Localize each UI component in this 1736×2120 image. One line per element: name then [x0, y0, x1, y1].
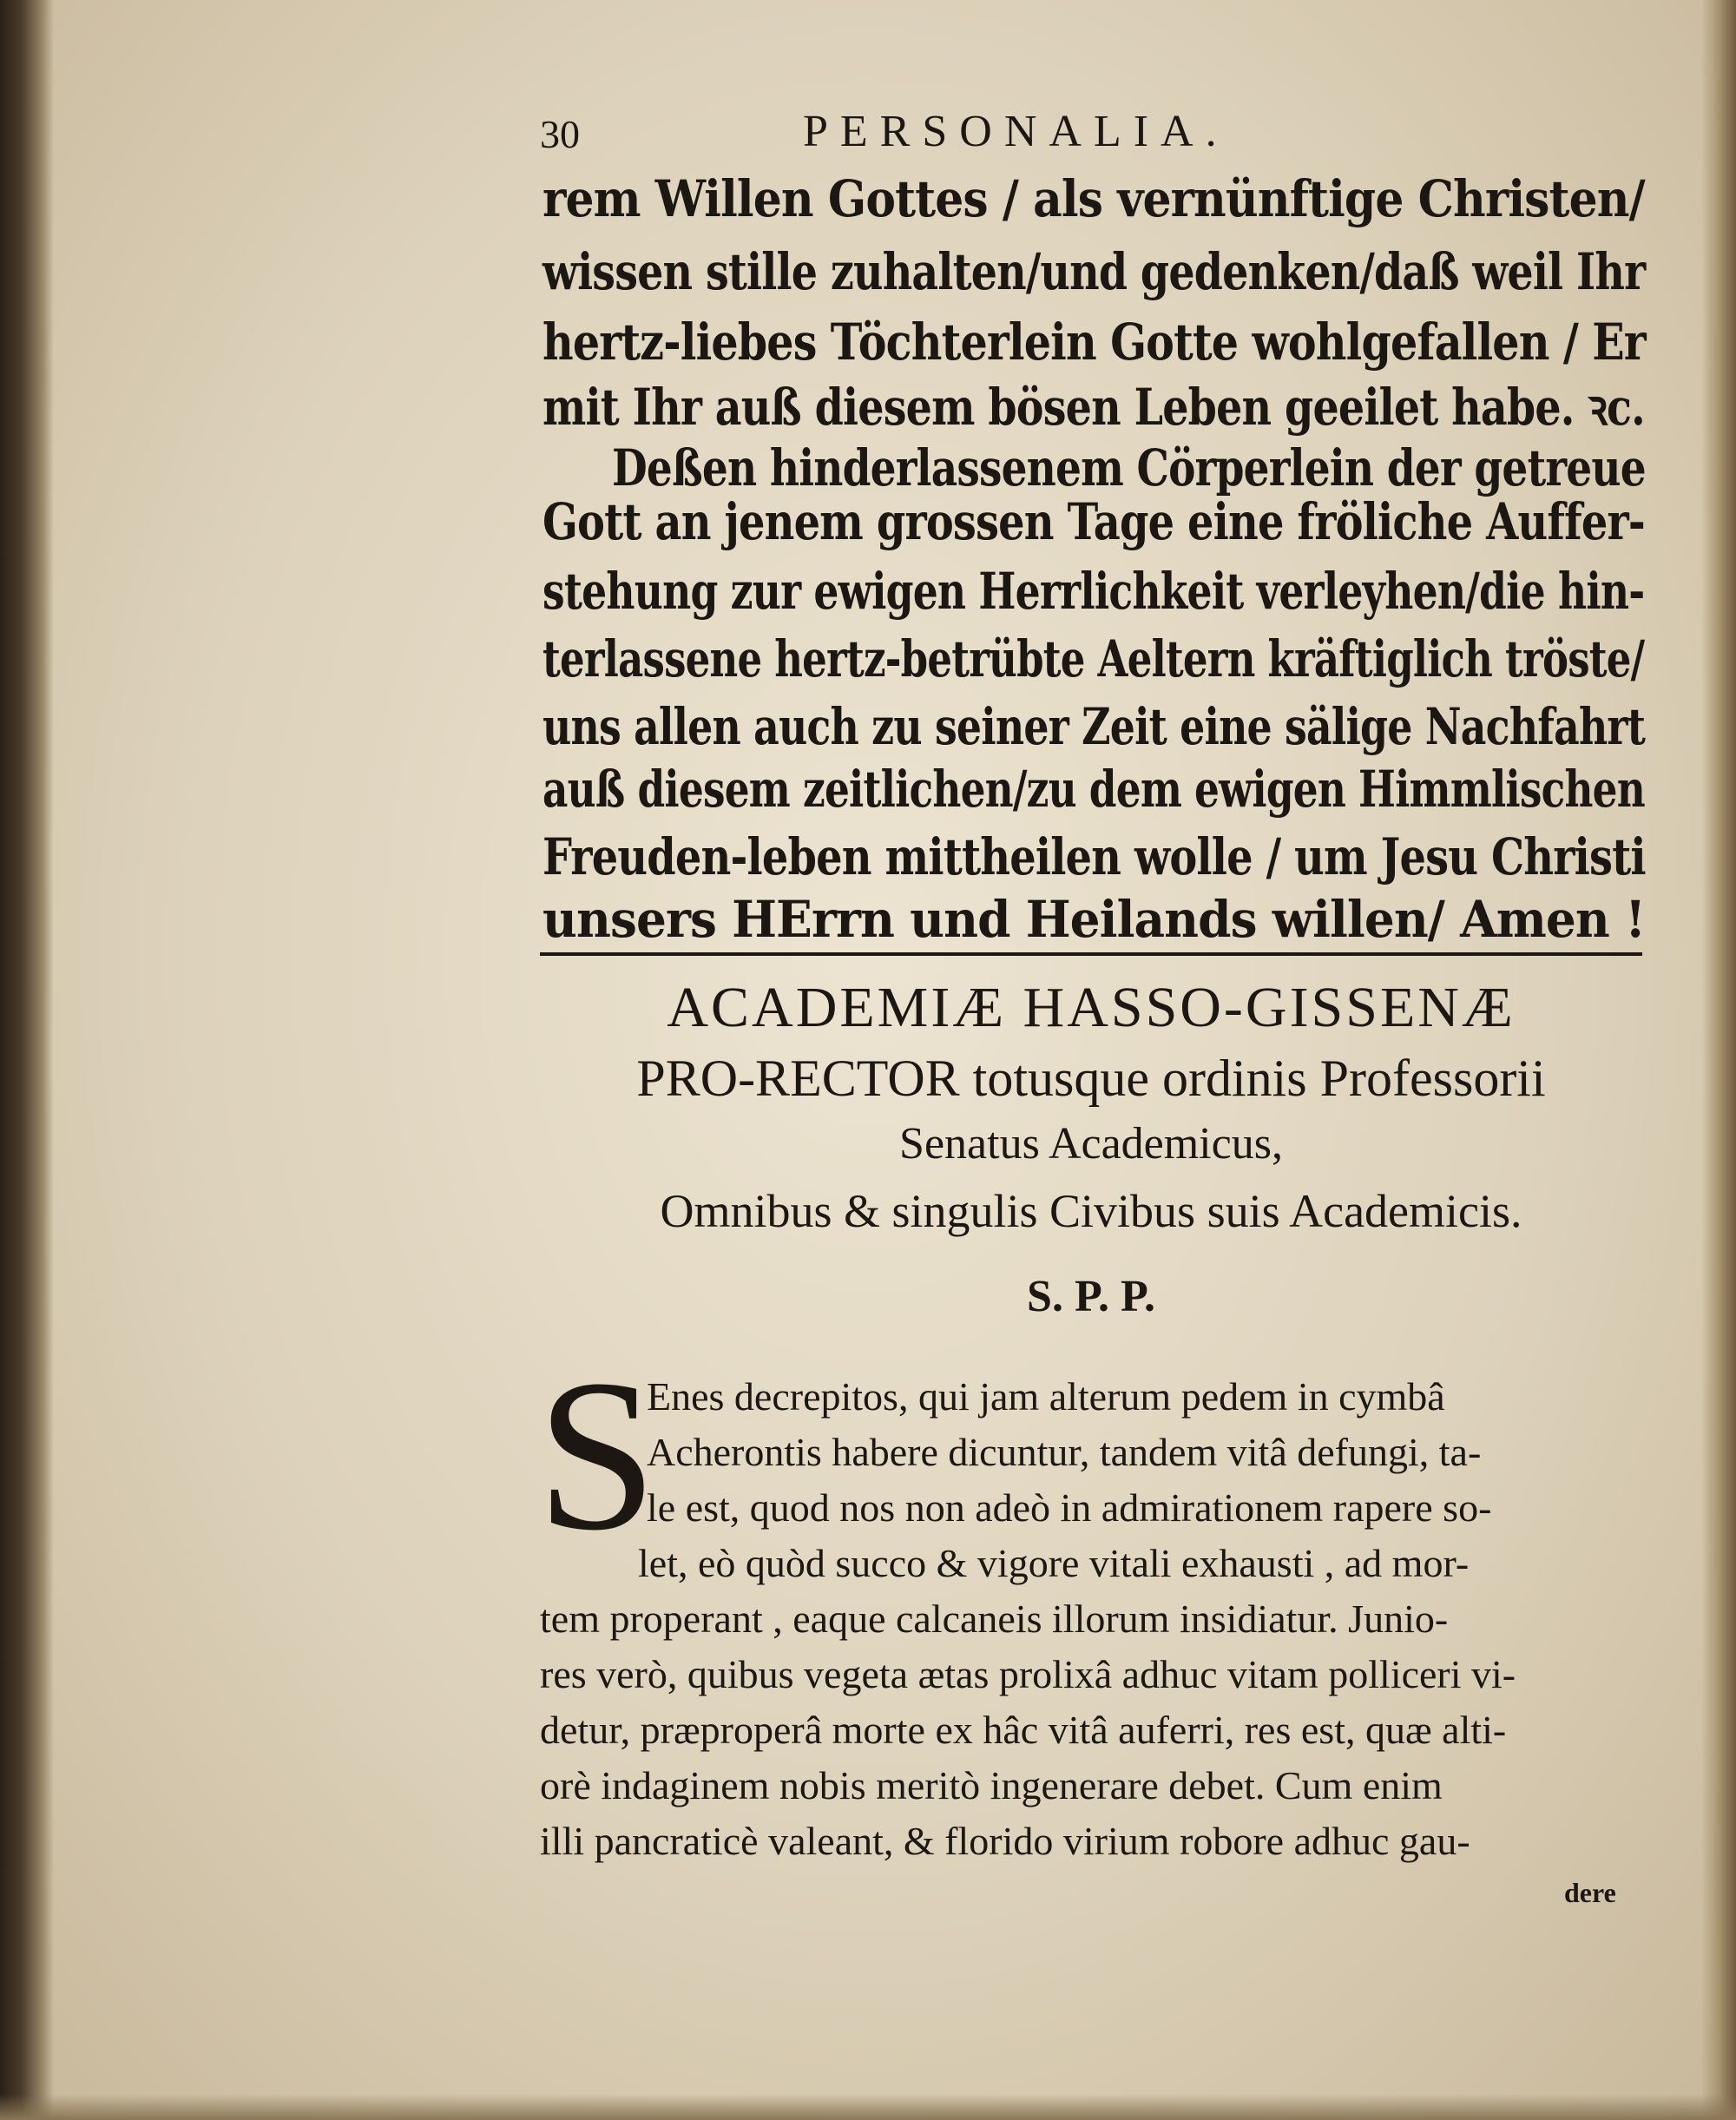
body-line: let, eò quòd succo & vigore vitali exhausti , ad mor-: [638, 1541, 1470, 1585]
body-line: Enes decrepitos, qui jam alterum pedem in cymbâ: [647, 1374, 1445, 1419]
page-bottom-edge: [0, 2094, 1736, 2120]
omnibus-line: Omnibus & singulis Civibus suis Academicis.: [660, 1185, 1522, 1237]
german-line: auß diesem zeitlichen/zu dem ewigen Himmlischen: [542, 760, 1645, 819]
german-line: terlassene hertz-betrübte Aeltern kräftiglich tröste/: [542, 629, 1645, 688]
horizontal-rule: [540, 952, 1642, 956]
drop-cap: S: [536, 1335, 658, 1576]
body-line: le est, quod nos non adeò in admirationem rapere so-: [647, 1485, 1492, 1530]
german-line: hertz-liebes Töchterlein Gotte wohlgefallen / Er: [542, 313, 1646, 372]
catchword: dere: [1564, 1877, 1616, 1908]
running-head: PERSONALIA.: [803, 107, 1229, 156]
german-line: stehung zur ewigen Herrlichkeit verleyhen/die hin-: [542, 562, 1645, 621]
body-line: illi pancraticè valeant, & florido virium robore adhuc gau-: [540, 1819, 1470, 1863]
body-line: tem properant , eaque calcaneis illorum insidiatur. Junio-: [540, 1597, 1449, 1641]
body-line: res verò, quibus vegeta ætas prolixâ adhuc vitam polliceri vi-: [540, 1652, 1516, 1696]
academia-heading: ACADEMIÆ HASSO-GISSENÆ: [667, 976, 1516, 1039]
german-line: Freuden-leben mittheilen wolle / um Jesu Christi: [542, 827, 1646, 886]
german-line: mit Ihr auß diesem bösen Leben geeilet habe. ꝛc.: [542, 378, 1645, 437]
body-line: Acherontis habere dicuntur, tandem vitâ defungi, ta-: [647, 1430, 1482, 1474]
german-line: uns allen auch zu seiner Zeit eine sälige Nachfahrt: [542, 697, 1646, 756]
book-spine: [0, 0, 54, 2120]
body-line: detur, præproperâ morte ex hâc vitâ auferri, res est, quæ alti-: [540, 1708, 1507, 1752]
german-line: unsers HErrn und Heilands willen/ Amen !: [542, 890, 1646, 949]
german-line: rem Willen Gottes / als vernünftige Christen/: [542, 169, 1645, 228]
senatus-line: Senatus Academicus,: [899, 1119, 1283, 1169]
german-line: Gott an jenem grossen Tage eine fröliche Auffer-: [542, 492, 1645, 551]
german-line: Deßen hinderlassenem Cörperlein der getreue: [612, 438, 1646, 497]
page-number: 30: [540, 112, 580, 156]
body-line: orè indaginem nobis meritò ingenerare debet. Cum enim: [540, 1763, 1443, 1807]
page-edge: [1701, 0, 1736, 2120]
pro-rector-line: PRO-RECTOR totusque ordinis Professorii: [636, 1050, 1546, 1107]
salutation: S. P. P.: [1027, 1272, 1155, 1321]
german-line: wissen stille zuhalten/und gedenken/daß weil Ihr: [542, 242, 1646, 301]
